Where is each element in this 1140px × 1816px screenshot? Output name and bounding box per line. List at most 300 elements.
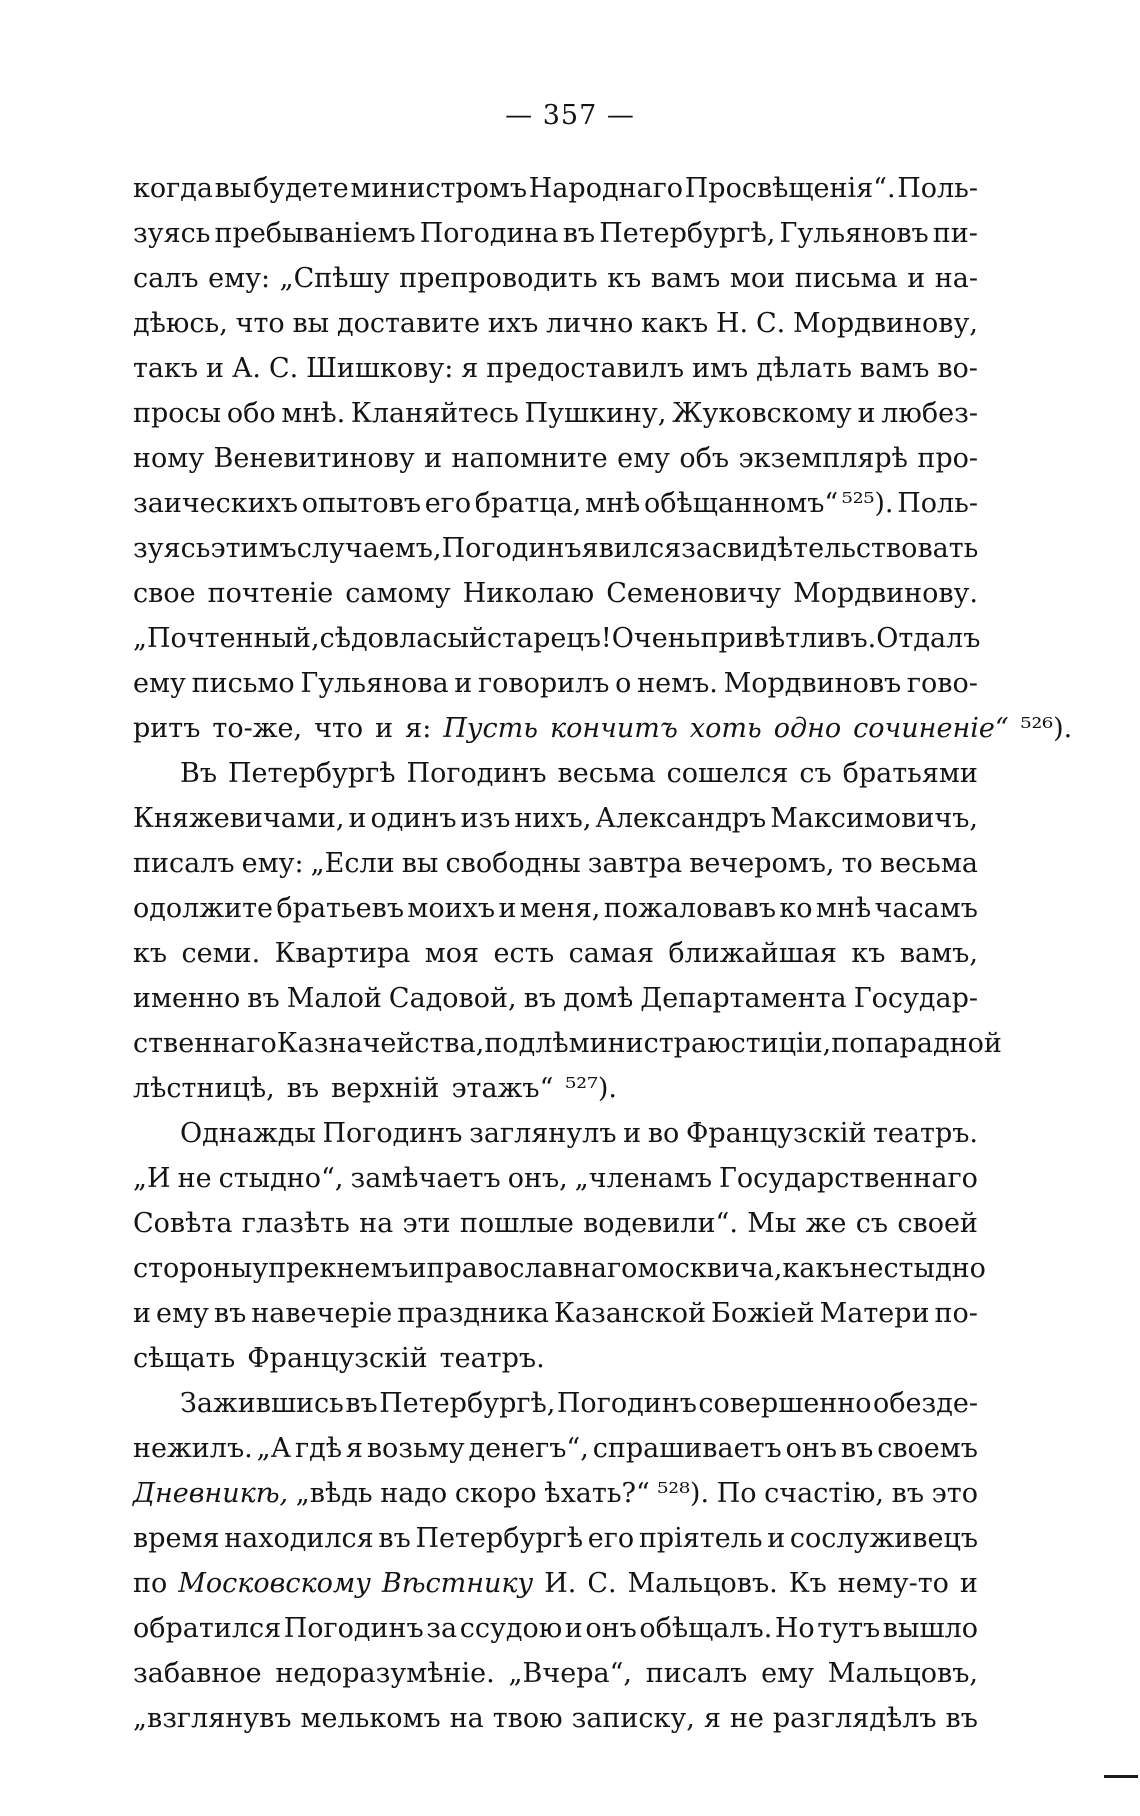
word: то-же, <box>212 713 303 744</box>
text-line <box>133 1696 978 1741</box>
word: какъ <box>641 308 709 339</box>
word: вамъ, <box>899 938 978 969</box>
word: ему <box>761 1658 814 1689</box>
word: вечеромъ, <box>689 848 835 879</box>
word: Максимовичъ, <box>770 803 978 834</box>
word: „Спѣшу <box>279 263 390 294</box>
word: и <box>206 353 225 384</box>
word: ственнаго <box>133 1028 277 1059</box>
word: одинъ <box>370 803 457 834</box>
word: самому <box>345 578 451 609</box>
word: не <box>729 1703 764 1734</box>
word: Петербургѣ, <box>379 1388 556 1419</box>
text-line <box>133 166 978 211</box>
text-line <box>133 256 978 301</box>
text-line <box>133 661 978 706</box>
word: обратился <box>133 1613 282 1644</box>
word: эти <box>402 1208 451 1239</box>
word: Божіей <box>711 1298 815 1329</box>
word: „Почтенный, <box>133 623 320 654</box>
word: Гульяновъ <box>779 218 929 249</box>
word: нему-то <box>837 1568 949 1599</box>
word: будете <box>253 173 349 204</box>
word: хоть <box>689 713 762 744</box>
word: Казначейства, <box>276 1028 485 1059</box>
word: ему <box>133 668 186 699</box>
text-line <box>133 1336 978 1381</box>
word: Н. <box>716 308 749 339</box>
word: Александръ <box>595 803 767 834</box>
word: просы <box>133 398 222 429</box>
word: ⁵²⁸). <box>657 1478 710 1509</box>
word: моя <box>424 938 480 969</box>
text-line <box>133 706 1073 751</box>
word: про- <box>917 443 978 474</box>
word: въ <box>840 1433 874 1464</box>
word: съ <box>855 1208 889 1239</box>
text-line <box>133 1606 978 1651</box>
word: стороны <box>133 1253 253 1284</box>
word: Зажившись <box>180 1388 344 1419</box>
word: салъ <box>133 263 199 294</box>
word: въ <box>523 983 557 1014</box>
text-line <box>133 1021 1002 1066</box>
word: завтра <box>587 848 683 879</box>
text-line <box>133 841 978 886</box>
word: нихъ, <box>514 803 592 834</box>
word: Мы <box>747 1208 797 1239</box>
word: на <box>449 1703 484 1734</box>
word: ѣхать?“ <box>544 1478 650 1509</box>
word: вамъ <box>859 353 930 384</box>
text-line <box>133 1561 978 1606</box>
word: „членамъ <box>574 1163 712 1194</box>
word: говорилъ <box>477 668 610 699</box>
word: братца, <box>474 488 582 519</box>
word: ⁵²⁵). <box>841 488 894 519</box>
word: С. <box>268 353 299 384</box>
word: напомните <box>451 443 608 474</box>
word: почтеніе <box>207 578 334 609</box>
word: и <box>454 668 473 699</box>
word: гдѣ <box>294 1433 343 1464</box>
word: вы <box>401 848 439 879</box>
word: письма <box>794 263 898 294</box>
word: предоставилъ <box>486 353 685 384</box>
word: Погодина <box>419 218 559 249</box>
word: ⁵²⁶). <box>1020 713 1073 744</box>
word: этажъ“ <box>451 1073 554 1104</box>
word: ему <box>156 1298 209 1329</box>
word: опытовъ <box>301 488 422 519</box>
text-line <box>133 301 978 346</box>
word: денегъ“, <box>468 1433 589 1464</box>
word: моихъ <box>407 893 496 924</box>
word: пріятель <box>638 1523 763 1554</box>
word: его <box>424 488 472 519</box>
word: я: <box>405 713 432 744</box>
word: писалъ <box>645 1658 748 1689</box>
word: православнаго <box>426 1253 638 1284</box>
word: братьевъ <box>276 893 405 924</box>
word: своей <box>897 1208 978 1239</box>
word: обѣщалъ. <box>639 1613 773 1644</box>
word: вышло <box>882 1613 978 1644</box>
word: ему <box>617 443 671 474</box>
word: одолжите <box>133 893 274 924</box>
word: Погодинъ <box>283 1613 424 1644</box>
word: время <box>133 1523 220 1554</box>
text-line <box>133 616 981 661</box>
word: ному <box>133 443 205 474</box>
word: недоразумѣніе. <box>275 1658 495 1689</box>
word: подлѣ <box>484 1028 569 1059</box>
word: совершенно <box>698 1388 872 1419</box>
word: и <box>623 1118 642 1149</box>
word: въ <box>562 218 596 249</box>
word: весьма <box>879 848 978 879</box>
word: любез- <box>881 398 978 429</box>
word: мнѣ <box>815 893 872 924</box>
word: онъ, <box>507 1163 568 1194</box>
word: въ <box>247 983 280 1014</box>
word: Къ <box>788 1568 827 1599</box>
word: Департамента <box>640 983 847 1014</box>
word: Пусть <box>443 713 538 744</box>
word: онъ <box>785 1433 838 1464</box>
word: что <box>235 308 285 339</box>
word: изъ <box>460 803 511 834</box>
word: дѣюсь, <box>133 308 228 339</box>
word: водевили“. <box>583 1208 738 1239</box>
word: Николаю <box>462 578 595 609</box>
word: Государ- <box>853 983 978 1014</box>
word: „взглянувъ <box>133 1703 292 1734</box>
word: въ <box>345 1388 378 1419</box>
word: какъ <box>782 1253 850 1284</box>
word: старецъ! <box>486 623 612 654</box>
word: театръ. <box>439 1343 545 1374</box>
word: Петербургѣ <box>415 1523 584 1554</box>
word: Квартира <box>274 938 411 969</box>
word: глазѣть <box>241 1208 350 1239</box>
word: имъ <box>692 353 749 384</box>
word: явился <box>581 533 682 564</box>
word: такъ <box>133 353 199 384</box>
word: и <box>375 713 394 744</box>
word: Жуковскому <box>672 398 852 429</box>
word: Садовой, <box>388 983 517 1014</box>
word: Очень <box>611 623 701 654</box>
word: и <box>424 443 443 474</box>
page-number: — 357 — <box>505 100 635 131</box>
text-line <box>133 1111 978 1156</box>
word: парадной <box>865 1028 1002 1059</box>
word: заглянулъ <box>469 1118 617 1149</box>
word: дѣлать <box>756 353 852 384</box>
word: на- <box>934 263 978 294</box>
text-line <box>133 751 978 796</box>
word: И. <box>544 1568 577 1599</box>
word: Мальцовъ, <box>827 1658 978 1689</box>
word: братьями <box>842 758 978 789</box>
word: забавное <box>133 1658 262 1689</box>
word: Погодинъ <box>556 1388 697 1419</box>
word: Мордвинову, <box>792 308 978 339</box>
word: Петербургѣ, <box>599 218 776 249</box>
word: я <box>345 1433 363 1464</box>
word: театръ. <box>873 1118 978 1149</box>
word: препроводить <box>399 263 598 294</box>
word: не <box>177 1163 212 1194</box>
word: случаемъ, <box>296 533 442 564</box>
word: сослуживецъ <box>789 1523 978 1554</box>
word: не <box>849 1253 884 1284</box>
word: ритъ <box>133 713 201 744</box>
word: Малой <box>286 983 382 1014</box>
word: „Если <box>310 848 395 879</box>
word: ихъ <box>487 308 539 339</box>
text-line <box>133 976 978 1021</box>
word: „вѣдь <box>295 1478 373 1509</box>
word: обезде- <box>873 1388 978 1419</box>
word: свободны <box>445 848 581 879</box>
word: мелькомъ <box>300 1703 441 1734</box>
word: ему: <box>241 848 304 879</box>
word: тутъ <box>817 1613 881 1644</box>
word: по- <box>934 1298 978 1329</box>
word: самая <box>568 938 654 969</box>
word: находился <box>224 1523 374 1554</box>
word: именно <box>133 983 241 1014</box>
word: сошелся <box>666 758 789 789</box>
word: писалъ <box>133 848 235 879</box>
text-line <box>133 1651 978 1696</box>
word: Совѣта <box>133 1208 233 1239</box>
text-line <box>133 571 978 616</box>
word: одно <box>773 713 842 744</box>
word: Кланяйтесь <box>350 398 519 429</box>
word: къ <box>851 938 886 969</box>
text-line <box>133 796 978 841</box>
word: москвича, <box>637 1253 783 1284</box>
text-line <box>133 886 978 931</box>
word: зуясь <box>133 533 211 564</box>
word: Поль- <box>897 488 978 519</box>
word: Княжевичами, <box>133 803 345 834</box>
word: Пушкину, <box>524 398 667 429</box>
word: же <box>805 1208 847 1239</box>
margin-mark <box>1104 1775 1138 1778</box>
word: доставите <box>336 308 481 339</box>
word: Отдалъ <box>876 623 981 654</box>
word: сочиненіе“ <box>853 713 1009 744</box>
word: онъ <box>585 1613 637 1644</box>
word: навечеріе <box>251 1298 393 1329</box>
word: и <box>408 1253 427 1284</box>
word: Мордвинову. <box>793 578 978 609</box>
word: когда <box>133 173 213 204</box>
text-line <box>133 1426 978 1471</box>
word: ему: <box>208 263 271 294</box>
word: пи- <box>932 218 978 249</box>
word: стыдно“, <box>218 1163 344 1194</box>
word: Французскій <box>685 1118 867 1149</box>
word: и <box>133 1298 151 1329</box>
word: въ <box>286 1073 320 1104</box>
word: вы <box>292 308 330 339</box>
word: стыдно <box>883 1253 986 1284</box>
word: и <box>348 803 367 834</box>
word: Вѣстнику <box>381 1568 534 1599</box>
word: часамъ <box>874 893 978 924</box>
word: то <box>841 848 873 879</box>
text-line <box>133 391 978 436</box>
word: свое <box>133 578 196 609</box>
word: министромъ <box>350 173 528 204</box>
word: мнѣ. <box>281 398 346 429</box>
word: Дневникѣ, <box>133 1478 289 1509</box>
word: въ <box>213 1298 247 1329</box>
word: въ <box>945 1703 978 1734</box>
text-line <box>133 931 978 976</box>
word: Поль- <box>897 173 978 204</box>
word: нежилъ. <box>133 1433 253 1464</box>
word: привѣтливъ. <box>700 623 877 654</box>
word: праздника <box>397 1298 549 1329</box>
word: „Вчера“, <box>508 1658 632 1689</box>
word: пошлые <box>459 1208 574 1239</box>
word: и <box>907 263 926 294</box>
word: Однажды <box>180 1118 316 1149</box>
word: верхній <box>331 1073 440 1104</box>
text-line <box>133 1381 978 1426</box>
word: сѣдовласый <box>319 623 487 654</box>
word: въ <box>378 1523 411 1554</box>
word: къ <box>607 263 642 294</box>
word: и <box>498 893 517 924</box>
word: сѣщать <box>133 1343 236 1374</box>
word: я <box>461 353 479 384</box>
word: засвидѣтельствовать <box>681 533 979 564</box>
word: кончитъ <box>549 713 678 744</box>
word: Но <box>774 1613 815 1644</box>
word: вамъ <box>650 263 721 294</box>
word: Просвѣщенія“. <box>684 173 896 204</box>
word: меня, <box>519 893 601 924</box>
word: на <box>359 1208 394 1239</box>
word: ближайшая <box>668 938 837 969</box>
word: министра <box>568 1028 708 1059</box>
word: съ <box>799 758 832 789</box>
word: за <box>426 1613 458 1644</box>
word: Матери <box>819 1298 930 1329</box>
text-line <box>133 211 978 256</box>
word: Государственнаго <box>719 1163 978 1194</box>
word: этимъ <box>210 533 297 564</box>
word: скоро <box>454 1478 537 1509</box>
word: юстиціи, <box>707 1028 832 1059</box>
word: обо <box>226 398 276 429</box>
text-line <box>133 1291 978 1336</box>
word: лично <box>546 308 634 339</box>
word: По <box>716 1478 757 1509</box>
word: Народнаго <box>528 173 684 204</box>
word: надо <box>380 1478 448 1509</box>
text-line <box>133 436 978 481</box>
word: ко <box>779 893 813 924</box>
word: спрашиваетъ <box>592 1433 782 1464</box>
word: во- <box>937 353 978 384</box>
text-line <box>133 1246 986 1291</box>
word: зуясь <box>133 218 211 249</box>
word: и <box>857 398 876 429</box>
body-text <box>133 166 1073 1741</box>
word: вы <box>214 173 252 204</box>
word: А. <box>231 353 261 384</box>
word: пожаловавъ <box>603 893 777 924</box>
word: „А <box>256 1433 292 1464</box>
text-line <box>133 481 978 526</box>
word: пребываніемъ <box>214 218 416 249</box>
word: Въ <box>180 758 218 789</box>
word: С. <box>587 1568 617 1599</box>
word: своемъ <box>877 1433 978 1464</box>
word: о <box>615 668 632 699</box>
text-line <box>133 526 978 571</box>
word: Погодинъ <box>322 1118 463 1149</box>
word: домѣ <box>563 983 634 1014</box>
word: весьма <box>557 758 656 789</box>
word: и <box>767 1523 786 1554</box>
word: твою <box>492 1703 563 1734</box>
word: и <box>959 1568 978 1599</box>
word: что <box>314 713 364 744</box>
text-line <box>133 1156 978 1201</box>
word: его <box>587 1523 635 1554</box>
word: немъ. <box>637 668 718 699</box>
word: Семеновичу <box>606 578 782 609</box>
word: письмо <box>191 668 295 699</box>
word: во <box>647 1118 680 1149</box>
word: по <box>831 1028 866 1059</box>
text-line <box>133 346 978 391</box>
word: я <box>703 1703 721 1734</box>
word: ⁵²⁷). <box>565 1073 618 1104</box>
word: мнѣ <box>585 488 641 519</box>
word: разглядѣлъ <box>772 1703 937 1734</box>
word: возьму <box>366 1433 465 1464</box>
word: Французскій <box>247 1343 428 1374</box>
word: Мальцовъ. <box>627 1568 778 1599</box>
word: мои <box>729 263 786 294</box>
word: упрекнемъ <box>252 1253 409 1284</box>
text-line <box>133 1066 978 1111</box>
word: замѣчаетъ <box>350 1163 501 1194</box>
word: заическихъ <box>133 488 299 519</box>
word: это <box>931 1478 978 1509</box>
word: Казанской <box>553 1298 707 1329</box>
word: Мордвиновъ <box>723 668 902 699</box>
word: къ <box>133 938 168 969</box>
word: Погодинъ <box>441 533 582 564</box>
word: въ <box>891 1478 925 1509</box>
word: Гульянова <box>300 668 449 699</box>
word: есть <box>493 938 555 969</box>
text-line <box>133 1516 978 1561</box>
word: ссудою <box>459 1613 563 1644</box>
word: „И <box>133 1163 171 1194</box>
